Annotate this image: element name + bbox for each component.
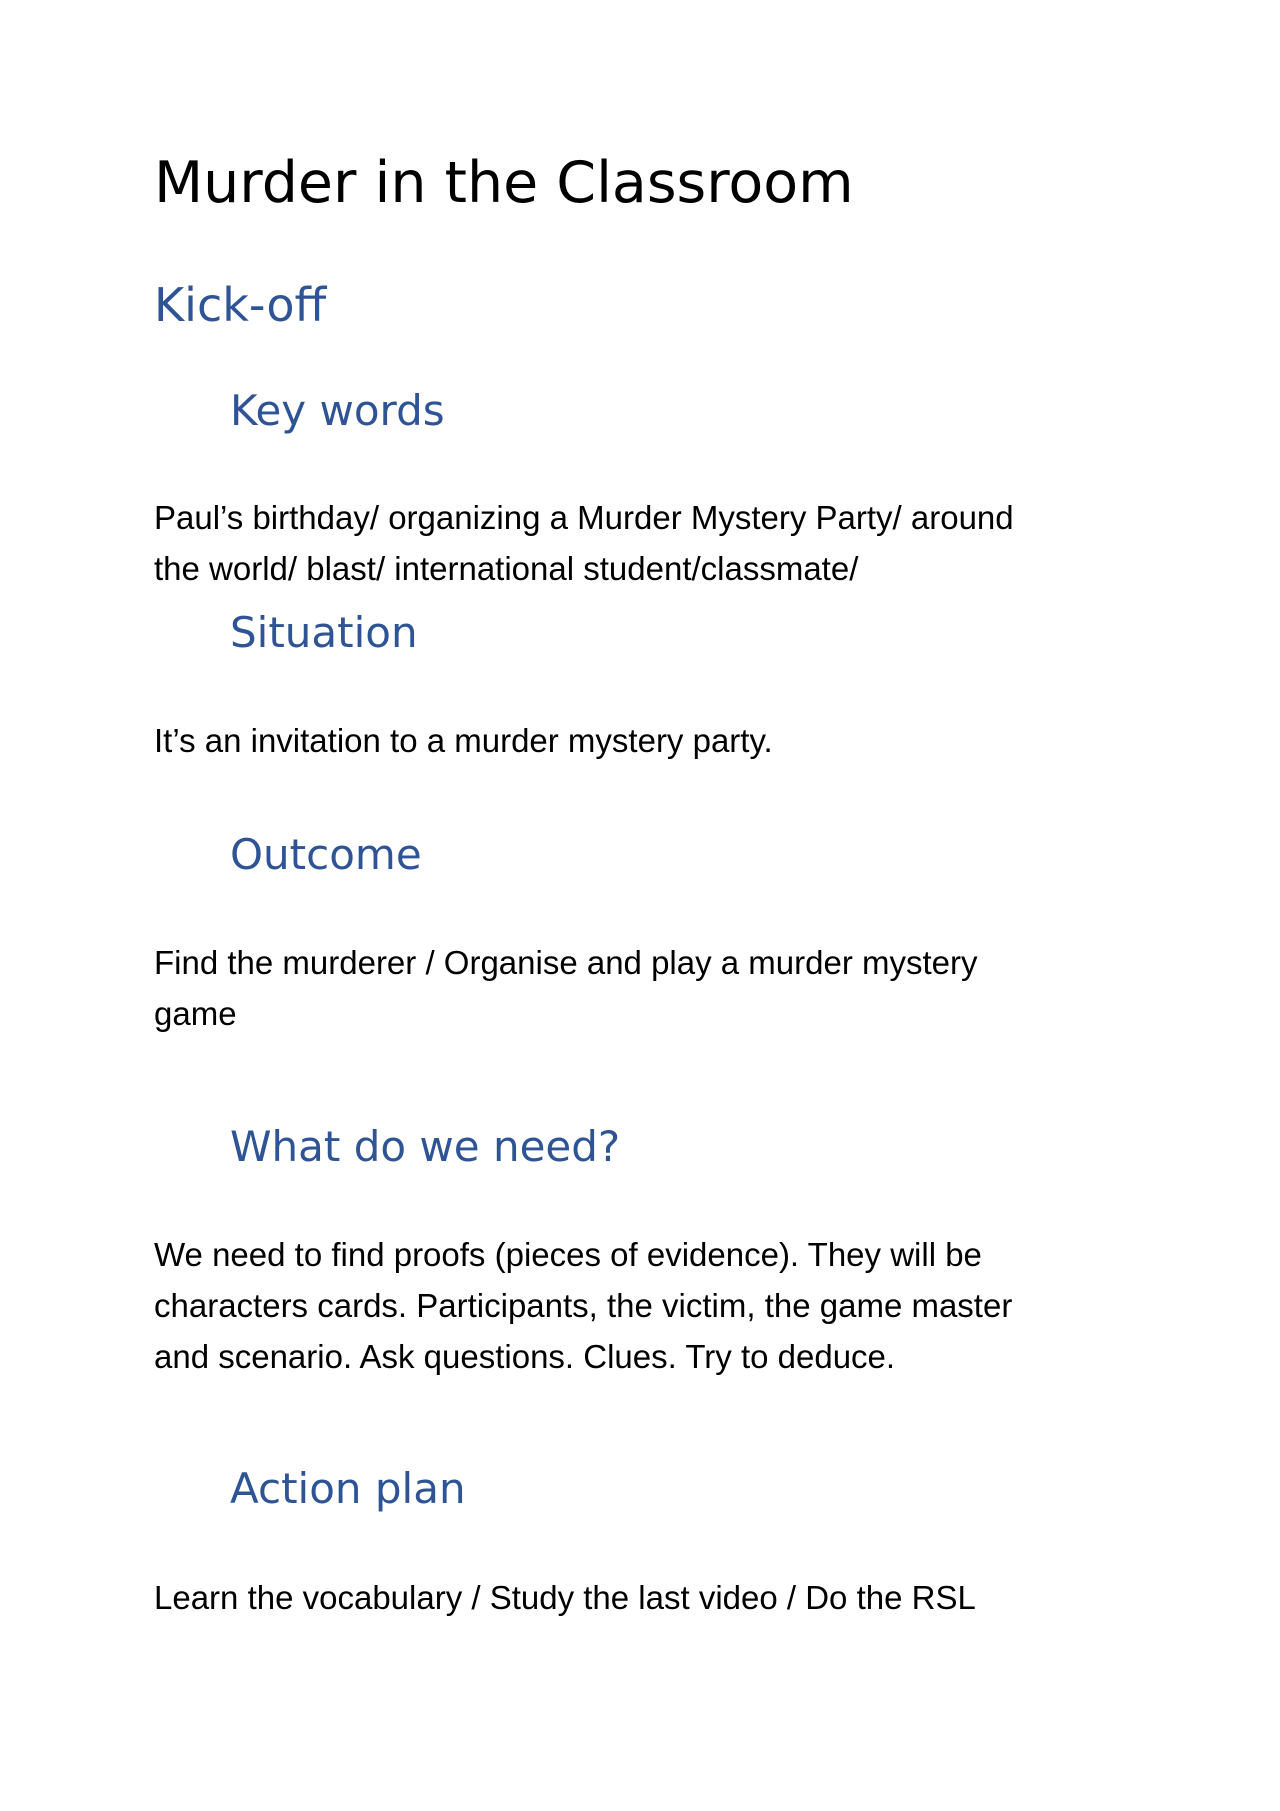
key-words-text (154, 492, 1124, 594)
document-title: Murder in the Classroom (154, 150, 854, 216)
outcome-text (154, 937, 1124, 1039)
situation-heading: Situation (230, 608, 418, 657)
outcome-line: game (154, 995, 237, 1032)
outcome-line: Find the murderer / Organise and play a murder mystery (154, 944, 978, 981)
what-do-we-need-text (154, 1229, 1124, 1382)
action-plan-heading: Action plan (230, 1464, 466, 1513)
what-do-we-need-line: We need to find proofs (pieces of evidence). They will be (154, 1236, 982, 1273)
action-plan-text (154, 1572, 1124, 1623)
kickoff-heading: Kick-off (154, 278, 327, 332)
what-do-we-need-heading: What do we need? (230, 1122, 621, 1171)
key-words-heading: Key words (230, 386, 445, 435)
situation-line: It’s an invitation to a murder mystery party. (154, 722, 773, 759)
situation-text (154, 715, 1124, 766)
key-words-line: the world/ blast/ international student/classmate/ (154, 550, 859, 587)
outcome-heading: Outcome (230, 830, 422, 879)
action-plan-line: Learn the vocabulary / Study the last video / Do the RSL (154, 1579, 976, 1616)
what-do-we-need-line: and scenario. Ask questions. Clues. Try to deduce. (154, 1338, 896, 1375)
key-words-line: Paul’s birthday/ organizing a Murder Mystery Party/ around (154, 499, 1014, 536)
what-do-we-need-line: characters cards. Participants, the victim, the game master (154, 1287, 1013, 1324)
